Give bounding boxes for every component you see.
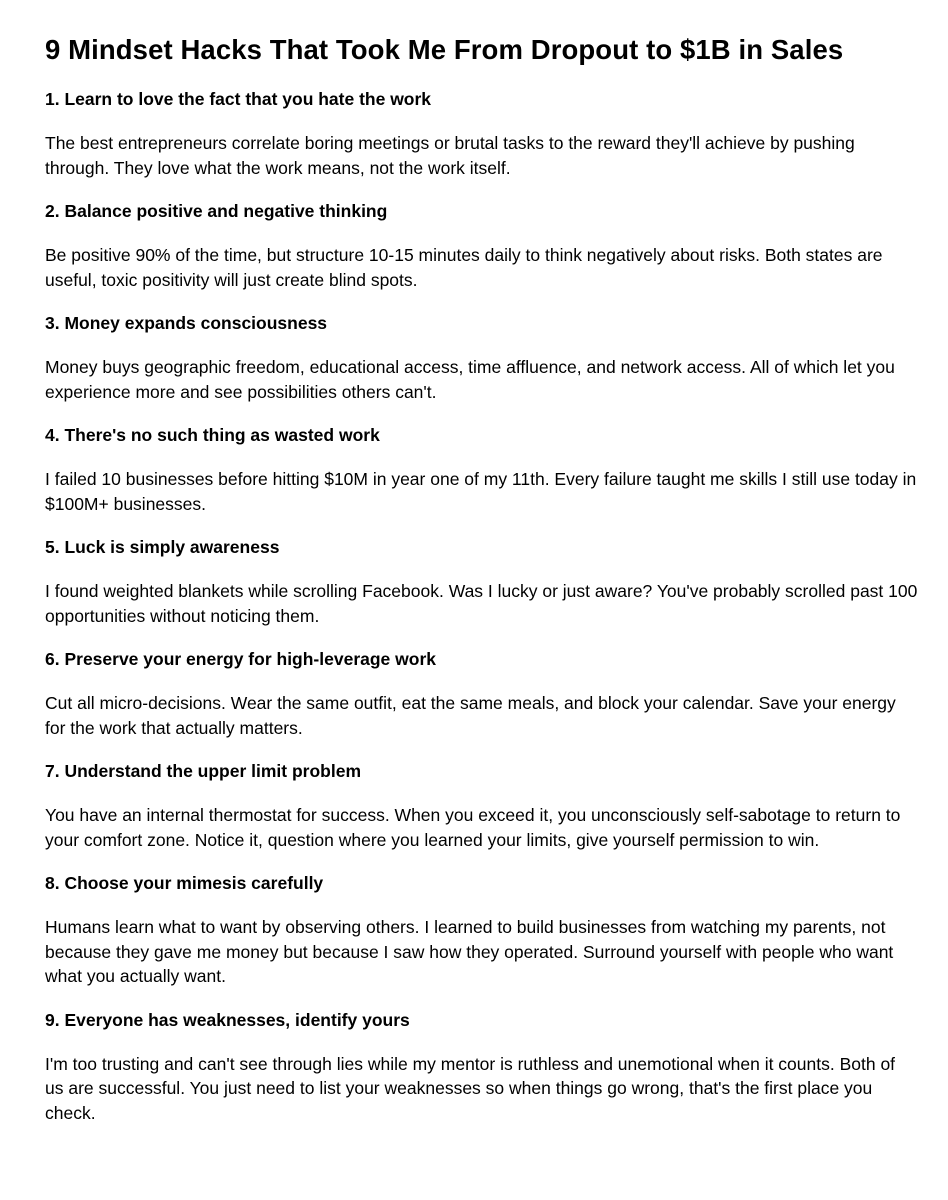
hack-heading: 6. Preserve your energy for high-leverage work (45, 649, 436, 669)
hack-body: Be positive 90% of the time, but structure 10-15 minutes daily to think negatively about risks. Both states are useful, toxic positivity will just create blind spots. (45, 245, 883, 290)
hack-heading: 5. Luck is simply awareness (45, 537, 280, 557)
hack-body: Cut all micro-decisions. Wear the same outfit, eat the same meals, and block your calendar. Save your energy for the work that actually matters. (45, 693, 896, 738)
hack-heading: 2. Balance positive and negative thinking (45, 201, 388, 221)
hack-item-7 (45, 759, 918, 852)
hack-item-8 (45, 871, 918, 989)
hack-heading: 8. Choose your mimesis carefully (45, 873, 324, 893)
hack-body: I found weighted blankets while scrolling Facebook. Was I lucky or just aware? You've probably scrolled past 100 opportunities without noticing them. (45, 581, 918, 626)
hack-body: Money buys geographic freedom, educational access, time affluence, and network access. All of which let you experience more and see possibilities others can't. (45, 357, 895, 402)
hack-item-2 (45, 199, 918, 292)
hack-item-4 (45, 423, 918, 516)
hack-body: The best entrepreneurs correlate boring meetings or brutal tasks to the reward they'll achieve by pushing through. They love what the work means, not the work itself. (45, 133, 855, 178)
hack-list (45, 87, 918, 1125)
hack-body: You have an internal thermostat for success. When you exceed it, you unconsciously self-sabotage to return to your comfort zone. Notice it, question where you learned your limits, give yourself permission to win. (45, 805, 901, 850)
hack-heading: 1. Learn to love the fact that you hate the work (45, 89, 432, 109)
hack-item-5 (45, 535, 918, 628)
hack-item-3 (45, 311, 918, 404)
hack-item-9 (45, 1008, 918, 1126)
hack-item-6 (45, 647, 918, 740)
hack-heading: 9. Everyone has weaknesses, identify yours (45, 1009, 410, 1030)
hack-item-1 (45, 87, 918, 180)
hack-heading: 3. Money expands consciousness (45, 313, 328, 333)
hack-body: I failed 10 businesses before hitting $10M in year one of my 11th. Every failure taught me skills I still use today in $100M+ businesses. (45, 469, 917, 514)
hack-body: Humans learn what to want by observing others. I learned to build businesses from watching my parents, not because they gave me money but because I saw how they operated. Surround yourself with people who want what you actually want. (45, 917, 894, 986)
page-title: 9 Mindset Hacks That Took Me From Dropout to $1B in Sales (45, 34, 844, 65)
hack-body: I'm too trusting and can't see through lies while my mentor is ruthless and unemotional when it counts. Both of us are successful. You just need to list your weaknesses so when things go wrong, that's the first place you check. (45, 1053, 896, 1123)
hack-heading: 4. There's no such thing as wasted work (45, 425, 380, 445)
hack-heading: 7. Understand the upper limit problem (45, 761, 362, 781)
